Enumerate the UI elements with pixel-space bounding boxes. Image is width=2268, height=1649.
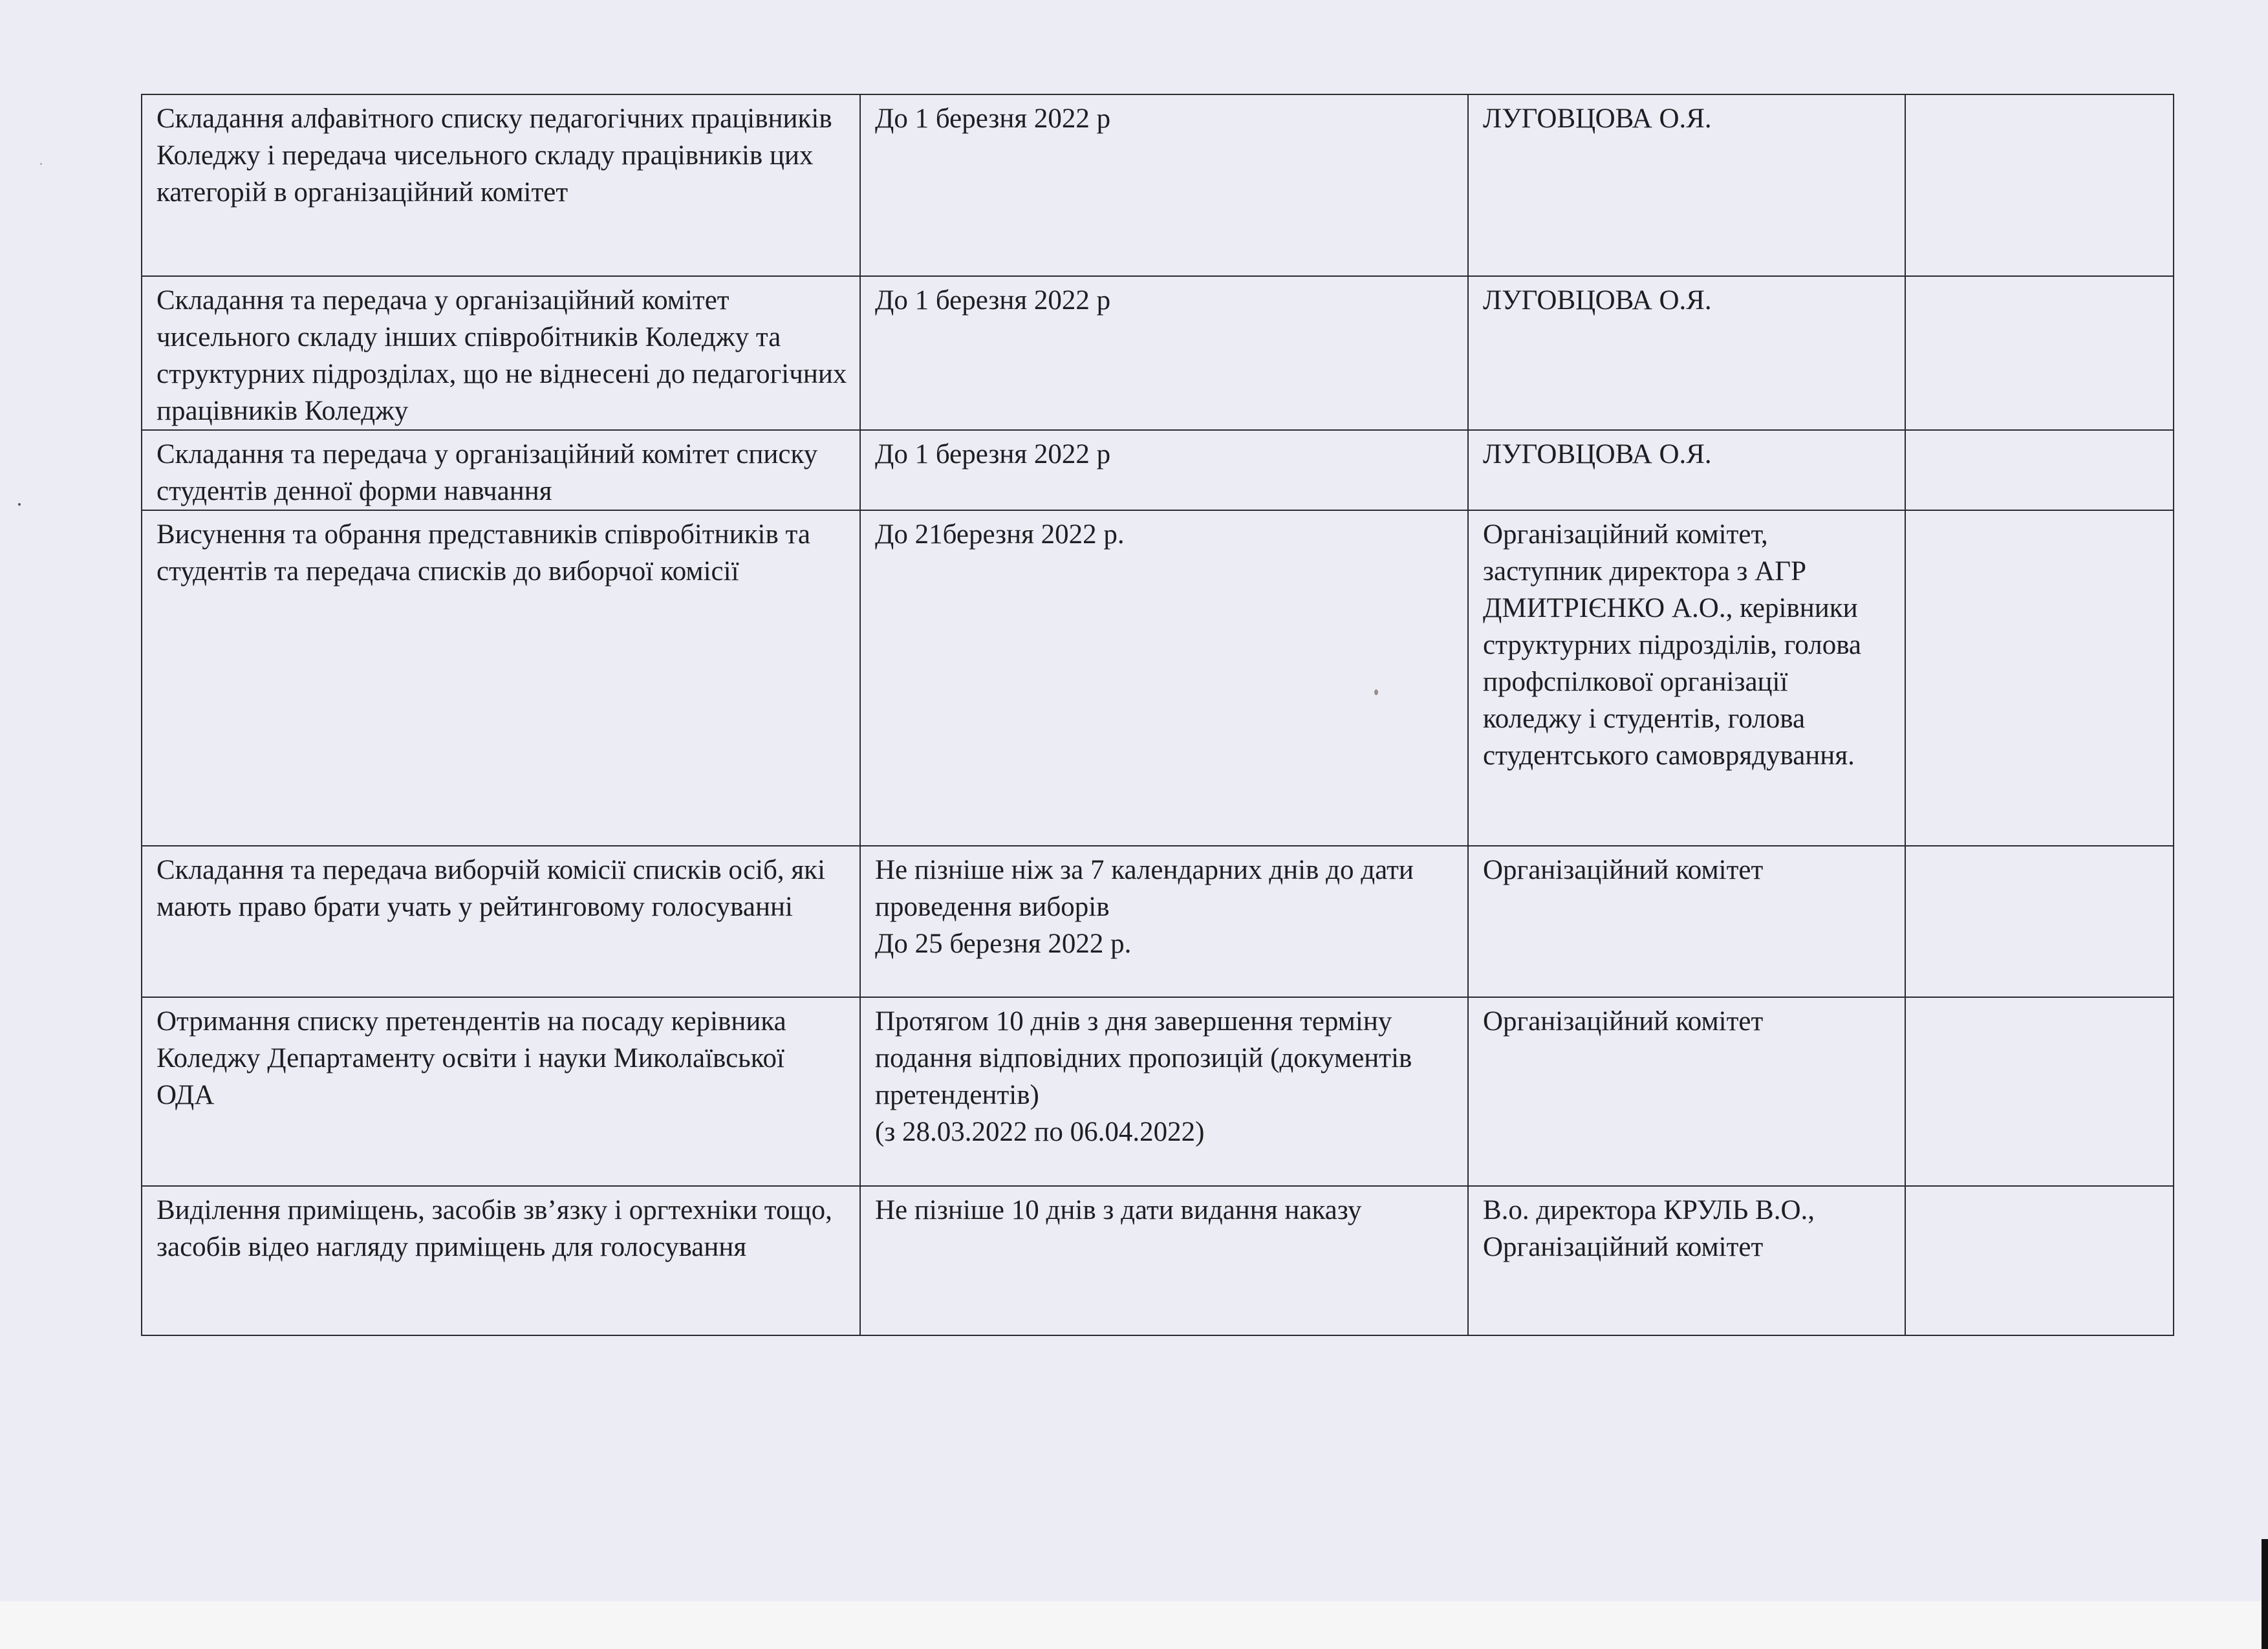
deadline-cell: До 1 березня 2022 р [860, 276, 1468, 430]
responsible-cell: Організаційний комітет [1468, 997, 1905, 1186]
responsible-cell: Організаційний комітет, заступник директора з АГР ДМИТРІЄНКО А.О., керівники структурних підрозділів, голова профспілкової організації коледжу і студентів, голова студентського самоврядування. [1468, 510, 1905, 846]
note-cell [1905, 276, 2174, 430]
task-cell: Складання алфавітного списку педагогічних працівників Коледжу і передача чисельного складу працівників цих категорій в організаційний комітет [142, 94, 860, 276]
task-cell: Висунення та обрання представників співробітників та студентів та передача списків до виборчої комісії [142, 510, 860, 846]
scan-speck [1374, 689, 1378, 695]
scanner-edge [2262, 1539, 2268, 1649]
task-cell: Складання та передача виборчій комісії списків осіб, які мають право брати учать у рейтинговому голосуванні [142, 846, 860, 997]
deadline-cell: Не пізніше ніж за 7 календарних днів до дати проведення виборів До 25 березня 2022 р. [860, 846, 1468, 997]
task-cell: Складання та передача у організаційний комітет списку студентів денної форми навчання [142, 430, 860, 510]
responsible-cell: В.о. директора КРУЛЬ В.О., Організаційний комітет [1468, 1186, 1905, 1335]
note-cell [1905, 997, 2174, 1186]
task-cell: Складання та передача у організаційний комітет чисельного складу інших співробітників Коледжу та структурних підрозділах, що не віднесені до педагогічних працівників Коледжу [142, 276, 860, 430]
note-cell [1905, 1186, 2174, 1335]
responsible-cell: ЛУГОВЦОВА О.Я. [1468, 430, 1905, 510]
task-cell: Виділення приміщень, засобів зв’язку і оргтехніки тощо, засобів відео нагляду приміщень для голосування [142, 1186, 860, 1335]
scan-speck [40, 163, 42, 165]
responsible-cell: ЛУГОВЦОВА О.Я. [1468, 94, 1905, 276]
schedule-table [141, 94, 2174, 1336]
deadline-cell: Не пізніше 10 днів з дати видання наказу [860, 1186, 1468, 1335]
task-cell: Отримання списку претендентів на посаду керівника Коледжу Департаменту освіти і науки Миколаївської ОДА [142, 997, 860, 1186]
note-cell [1905, 94, 2174, 276]
scan-speck [18, 503, 21, 506]
table-row [142, 430, 2174, 510]
table-row [142, 94, 2174, 276]
deadline-cell: Протягом 10 днів з дня завершення терміну подання відповідних пропозицій (документів претендентів) (з 28.03.2022 по 06.04.2022) [860, 997, 1468, 1186]
responsible-cell: Організаційний комітет [1468, 846, 1905, 997]
scanner-margin [0, 1601, 2268, 1649]
responsible-cell: ЛУГОВЦОВА О.Я. [1468, 276, 1905, 430]
deadline-cell: До 21березня 2022 р. [860, 510, 1468, 846]
table-row [142, 846, 2174, 997]
note-cell [1905, 430, 2174, 510]
table-row [142, 510, 2174, 846]
deadline-cell: До 1 березня 2022 р [860, 430, 1468, 510]
table-row [142, 1186, 2174, 1335]
table-row [142, 997, 2174, 1186]
deadline-cell: До 1 березня 2022 р [860, 94, 1468, 276]
note-cell [1905, 846, 2174, 997]
table-row [142, 276, 2174, 430]
note-cell [1905, 510, 2174, 846]
